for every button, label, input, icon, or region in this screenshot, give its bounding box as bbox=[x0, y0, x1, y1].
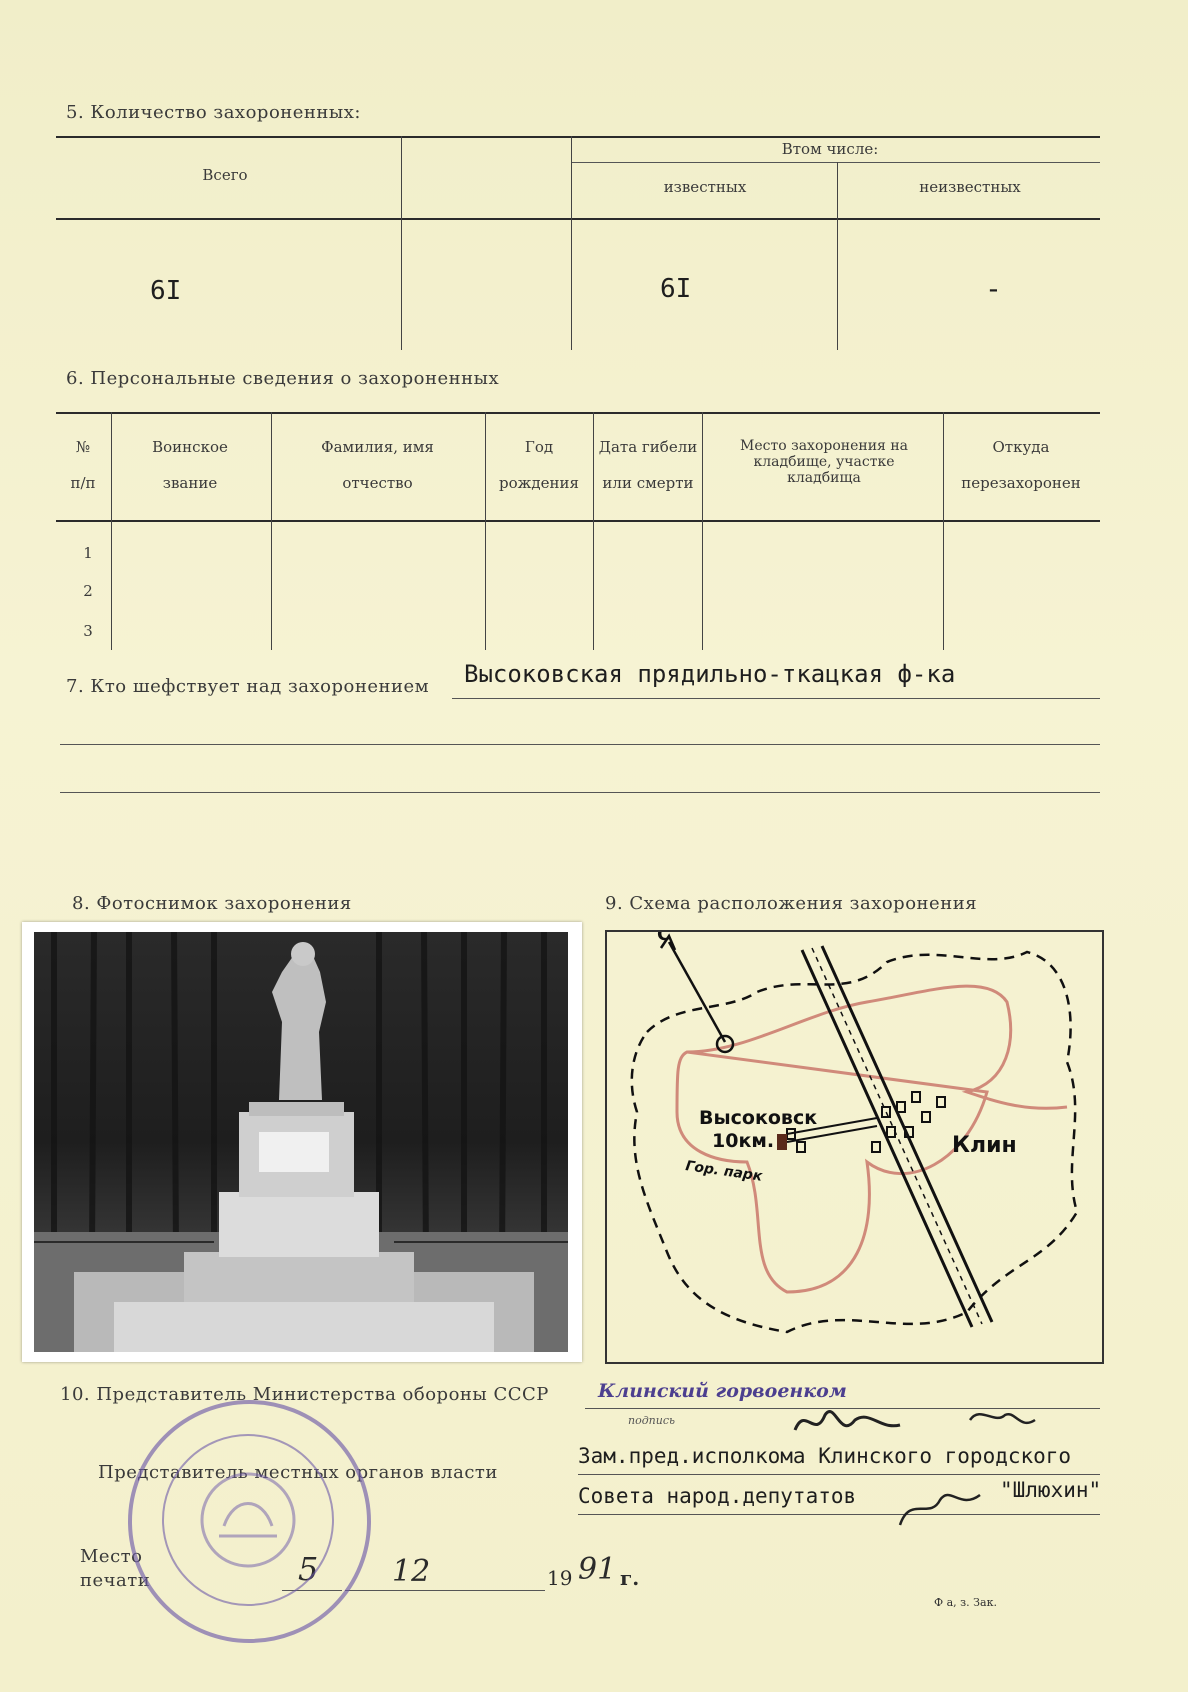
memorial-photo bbox=[22, 922, 582, 1362]
park-label: Гор. парк bbox=[684, 1158, 764, 1185]
date-year-unit: г. bbox=[620, 1566, 640, 1590]
date-year-suffix: 91 bbox=[578, 1552, 617, 1587]
value-total: 6I bbox=[150, 276, 182, 306]
print-footer: Ф а, з. Зак. bbox=[934, 1596, 997, 1609]
header-place: Место захоронения на кладбище, участке кладбища bbox=[739, 438, 909, 486]
header-year-2: рождения bbox=[498, 474, 579, 492]
section-9-title: 9. Схема расположения захоронения bbox=[605, 893, 978, 914]
row-number: 3 bbox=[83, 622, 93, 640]
header-from-2: перезахоронен bbox=[961, 474, 1081, 492]
official-line-1: Зам.пред.исполкома Клинского городского bbox=[578, 1444, 1072, 1468]
col-known-header: известных bbox=[663, 178, 747, 196]
memorial-photo-drawing bbox=[34, 932, 568, 1352]
official-line-2: Совета народ.депутатов bbox=[578, 1484, 857, 1508]
date-day: 5 bbox=[298, 1550, 319, 1588]
north-label: С bbox=[657, 932, 671, 945]
city-label: Клин bbox=[952, 1133, 1017, 1158]
seat-label-1: Место bbox=[80, 1546, 143, 1567]
header-year-1: Год bbox=[524, 438, 554, 456]
header-from-1: Откуда bbox=[992, 438, 1050, 456]
header-rank-2: звание bbox=[162, 474, 218, 492]
value-known: 6I bbox=[660, 274, 692, 304]
header-num-2: п/п bbox=[70, 474, 96, 492]
col-unknown-header: неизвестных bbox=[919, 178, 1021, 196]
date-year-prefix: 19 bbox=[547, 1566, 573, 1590]
patron-value: Высоковская прядильно-ткацкая ф-ка bbox=[464, 660, 956, 688]
value-unknown: - bbox=[985, 272, 1002, 305]
signature-hint: подпись bbox=[628, 1414, 675, 1427]
header-num-1: № bbox=[75, 438, 91, 456]
section-7-title: 7. Кто шефствует над захоронением bbox=[66, 676, 430, 697]
col-including-header: Втом числе: bbox=[781, 140, 879, 158]
row-number: 2 bbox=[83, 582, 93, 600]
header-date-2: или смерти bbox=[602, 474, 694, 492]
section-8-title: 8. Фотоснимок захоронения bbox=[72, 893, 352, 914]
signature-image bbox=[780, 1400, 1040, 1540]
header-name-1: Фамилия, имя bbox=[321, 438, 434, 456]
header-date-1: Дата гибели bbox=[598, 438, 698, 456]
location-map bbox=[607, 932, 1102, 1362]
town-label: Высоковск bbox=[699, 1107, 818, 1129]
header-name-2: отчество bbox=[342, 474, 413, 492]
header-rank-1: Воинское bbox=[152, 438, 228, 456]
official-surname: "Шлюхин" bbox=[1000, 1478, 1102, 1502]
section-6-title: 6. Персональные сведения о захороненных bbox=[66, 368, 500, 389]
row-number: 1 bbox=[83, 544, 93, 562]
col-total-header: Всего bbox=[202, 166, 248, 184]
section-5-title: 5. Количество захороненных: bbox=[66, 102, 361, 123]
round-seal-stamp bbox=[128, 1400, 371, 1643]
location-scheme bbox=[605, 930, 1104, 1364]
date-month: 12 bbox=[392, 1554, 431, 1589]
local-rep-label: Представитель местных органов власти bbox=[98, 1462, 498, 1483]
distance-label: 10км. bbox=[712, 1130, 775, 1152]
seal-emblem bbox=[162, 1434, 334, 1606]
voenkom-stamp: Клинский горвоенком bbox=[598, 1380, 847, 1402]
seat-label-2: печати bbox=[80, 1570, 151, 1591]
section-10-title: 10. Представитель Министерства обороны СССР bbox=[60, 1384, 549, 1405]
